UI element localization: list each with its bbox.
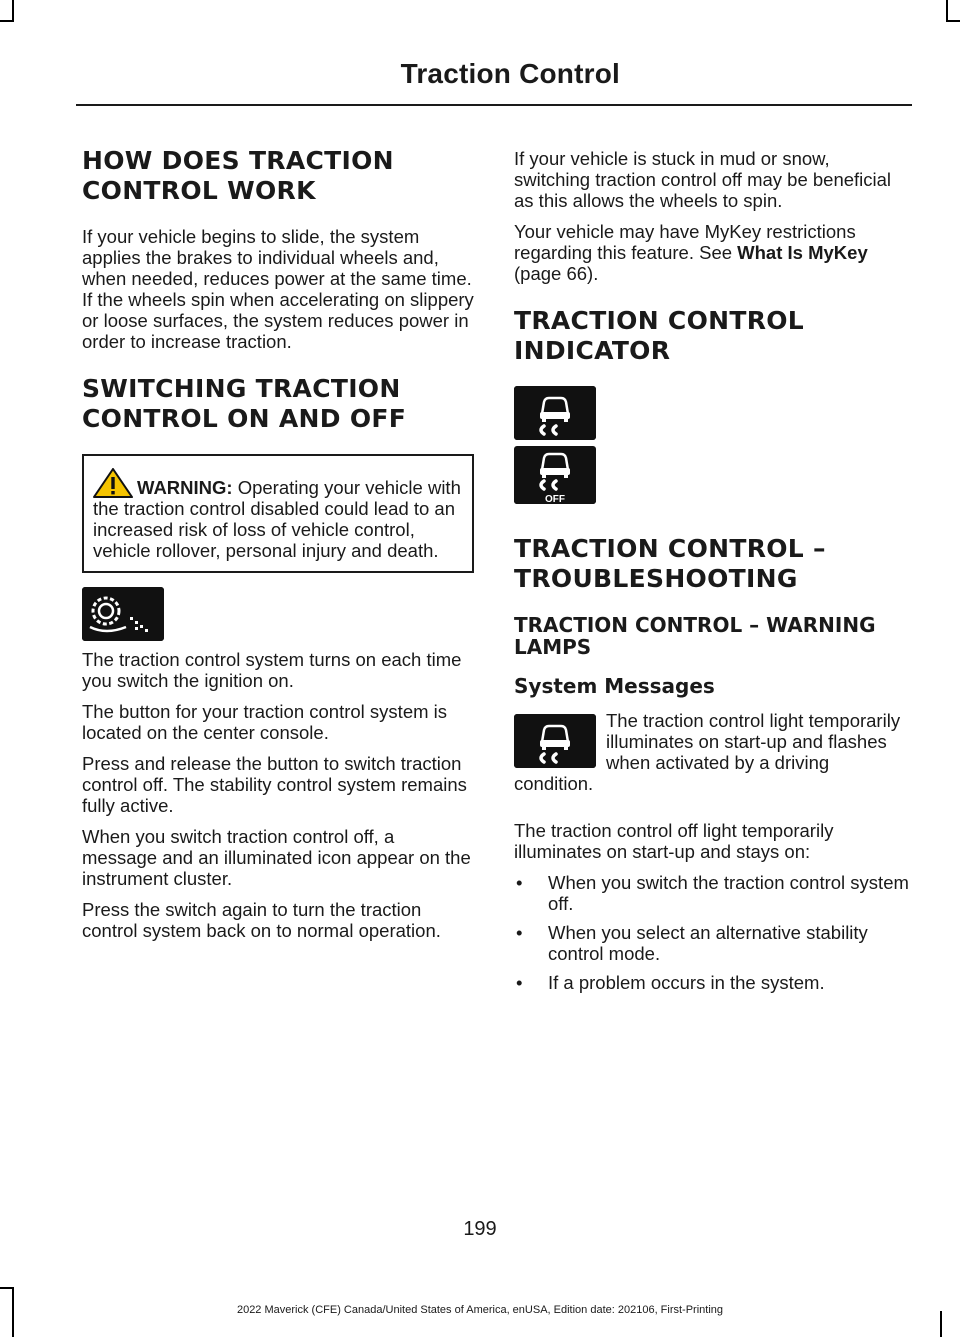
list-item: • When you switch the traction control system off. [516,872,909,914]
left-column [82,140,474,951]
paragraph-light: The traction control light temporarily illuminates on start-up and flashes when activated by a driving condition. [514,710,901,794]
off-label: OFF [545,494,565,504]
warning-paragraph [93,468,462,561]
list-item: • If a problem occurs in the system. [516,972,825,993]
crop-mark [946,20,960,22]
paragraph-button-location: The button for your traction control system is located on the center console. [82,701,448,743]
paragraph-off-light: The traction control off light temporarily illuminates on start-up and stays on: [514,820,834,862]
heading-traction-control-indicator: TRACTION CONTROL INDICATOR [514,306,805,365]
bullet: • [516,872,523,893]
indicator-tiles [514,386,910,504]
paragraph-press-release: Press and release the button to switch traction control off. The stability control system remains fully active. [82,753,467,816]
page-number: 199 [463,1218,497,1240]
bullet: • [516,922,523,943]
mykey-page-ref: (page 66). [514,263,599,284]
heading-troubleshooting: TRACTION CONTROL – TROUBLESHOOTING [514,534,826,593]
warning-triangle-icon [93,468,133,498]
bullet: • [516,972,523,993]
warning-label: WARNING: [137,477,233,498]
off-light-conditions-list [514,872,910,993]
traction-control-button-icon [82,587,164,641]
heading-switching-traction-control: SWITCHING TRACTION CONTROL ON AND OFF [82,374,407,433]
paragraph-how: If your vehicle begins to slide, the system applies the brakes to individual wheels and, when needed, reduces power at the same time. If the wheels spin when accelerating on slippery or loose surfaces, the system reduces power in order to increase traction. [82,226,474,352]
light-description [514,710,910,804]
mykey-link[interactable]: What Is MyKey [737,242,868,263]
warning-text: Operating your vehicle with the traction control disabled could lead to an increased risk of loss of vehicle control, vehicle rollover, personal injury and death. [93,477,461,561]
heading-how-traction-control-works: HOW DOES TRACTION CONTROL WORK [82,146,394,205]
warning-box [82,454,474,573]
list-item: • When you select an alternative stability control mode. [516,922,868,964]
paragraph-press-again: Press the switch again to turn the traction control system back on to normal operation. [82,899,441,941]
traction-button-tile [82,587,474,641]
paragraph-mykey [514,221,910,284]
crop-mark [0,1287,14,1289]
crop-mark [12,0,14,22]
page-title: Traction Control [400,58,620,89]
crop-mark [946,0,948,22]
paragraph-stuck: If your vehicle is stuck in mud or snow, switching traction control off may be beneficial as this allows the wheels to spin. [514,148,892,211]
mykey-text: Your vehicle may have MyKey restrictions regarding this feature. See [514,221,856,263]
crop-mark [0,20,14,22]
traction-control-light-icon [514,386,596,440]
traction-control-off-light-icon [514,446,596,504]
paragraph-ignition: The traction control system turns on each time you switch the ignition on. [82,649,462,691]
paragraph-message-icon: When you switch traction control off, a message and an illuminated icon appear on the instrument cluster. [82,826,471,889]
heading-warning-lamps: TRACTION CONTROL – WARNING LAMPS [514,613,876,659]
right-column [514,148,910,1001]
traction-control-light-icon [514,714,596,768]
heading-system-messages: System Messages [514,674,715,698]
footer-edition-text: 2022 Maverick (CFE) Canada/United States of America, enUSA, Edition date: 202106, First-Printing [236,1304,724,1316]
header-divider [76,104,912,106]
